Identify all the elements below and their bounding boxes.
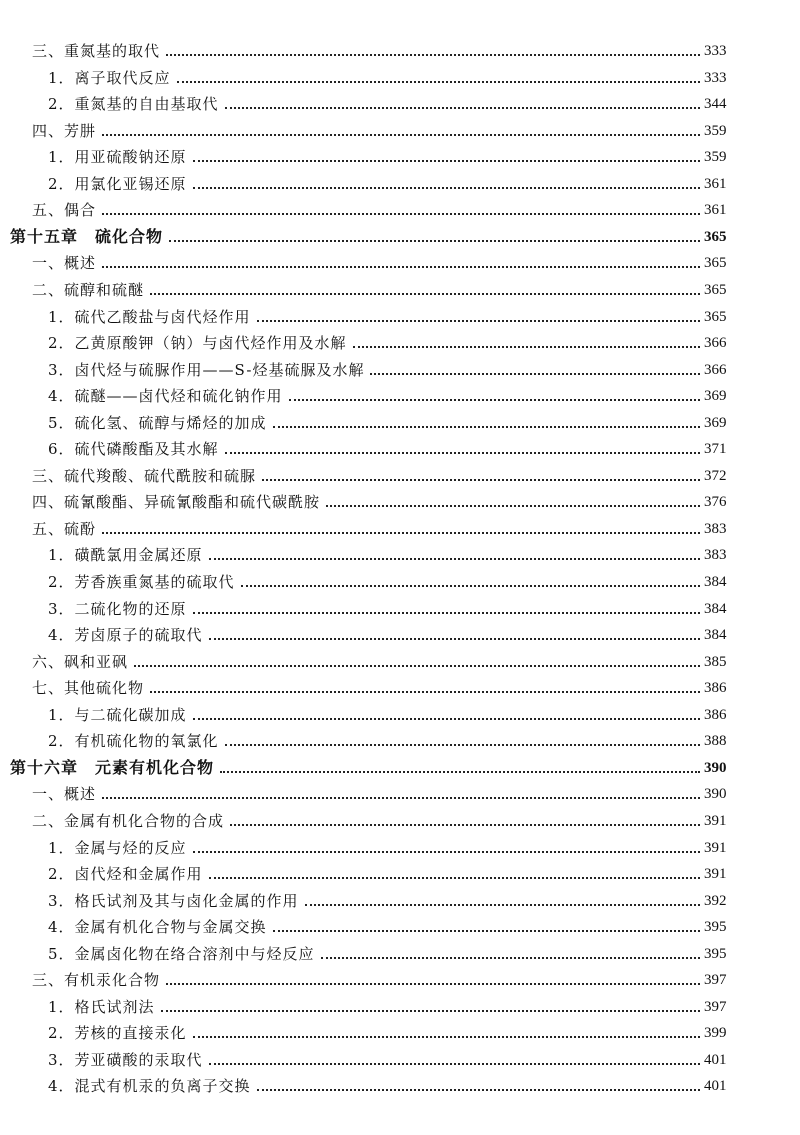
dot-leader: [225, 107, 700, 109]
toc-entry-title: 五、偶合: [32, 201, 97, 220]
toc-entry-title: 2．重氮基的自由基取代: [48, 95, 219, 114]
toc-entry: [0, 963, 800, 989]
dot-leader: [241, 585, 700, 587]
dot-leader: [289, 399, 700, 401]
toc-entry-title: 6．硫代磷酸酯及其水解: [48, 440, 219, 459]
dot-leader: [166, 983, 700, 985]
toc-entry: [0, 857, 800, 883]
dot-leader: [230, 824, 700, 826]
dot-leader: [370, 373, 700, 375]
toc-entry-page: 333: [704, 69, 727, 86]
toc-entry-page: 401: [704, 1078, 727, 1095]
toc-entry-title: 1．硫代乙酸盐与卤代烃作用: [48, 307, 251, 326]
toc-entry: [0, 618, 800, 644]
toc-entry: [0, 300, 800, 326]
dot-leader: [225, 744, 700, 746]
toc-entry-page: 388: [704, 733, 727, 750]
dot-leader: [209, 1063, 700, 1065]
toc-entry: [0, 273, 800, 299]
dot-leader: [193, 718, 700, 720]
toc-entry: [0, 34, 800, 60]
toc-entry: [0, 1016, 800, 1042]
toc-entry-title: 三、硫代羧酸、硫代酰胺和硫脲: [32, 466, 257, 485]
toc-entry: [0, 353, 800, 379]
toc-entry-title: 4．金属有机化合物与金属交换: [48, 918, 267, 937]
dot-leader: [102, 797, 700, 799]
dot-leader: [257, 1089, 700, 1091]
dot-leader: [193, 160, 700, 162]
toc-entry-title: 三、有机汞化合物: [32, 971, 161, 990]
toc-entry-title: 2．卤代烃和金属作用: [48, 865, 203, 884]
toc-entry: [0, 804, 800, 830]
toc-entry-title: 2．芳香族重氮基的硫取代: [48, 573, 235, 591]
dot-leader: [321, 957, 700, 959]
dot-leader: [326, 505, 700, 507]
toc-entry: [0, 724, 800, 750]
toc-entry-page: 361: [704, 175, 727, 192]
dot-leader: [166, 54, 700, 56]
toc-entry: [0, 512, 800, 538]
toc-entry-page: 386: [704, 680, 727, 697]
toc-entry-page: 366: [704, 335, 727, 352]
toc-entry: [0, 193, 800, 219]
toc-entry-page: 376: [704, 494, 727, 511]
toc-entry-title: 2．用氯化亚锡还原: [48, 174, 187, 193]
toc-entry: [0, 1043, 800, 1069]
toc-entry: [0, 1069, 800, 1095]
dot-leader: [102, 213, 700, 215]
toc-entry-page: 386: [704, 706, 727, 723]
toc-entry-title: 三、重氮基的取代: [32, 42, 161, 60]
toc-entry: [0, 884, 800, 910]
toc-entry-title: 4．硫醚——卤代烃和硫化钠作用: [48, 387, 283, 406]
toc-entry-page: 384: [704, 627, 727, 644]
toc-entry: [0, 87, 800, 113]
toc-entry: [0, 485, 800, 511]
toc-entry-page: 390: [704, 759, 727, 776]
toc-entry-title: 第十六章 元素有机化合物: [10, 757, 215, 777]
toc-entry: [0, 990, 800, 1016]
toc-entry: [0, 140, 800, 166]
toc-entry-title: 3．格氏试剂及其与卤化金属的作用: [48, 891, 299, 910]
dot-leader: [305, 904, 700, 906]
toc-entry-title: 二、硫醇和硫醚: [32, 280, 145, 299]
toc-entry-page: 369: [704, 388, 727, 405]
toc-entry-page: 361: [704, 202, 727, 219]
dot-leader: [257, 320, 700, 322]
toc-entry-title: 七、其他硫化物: [32, 679, 145, 698]
dot-leader: [273, 930, 700, 932]
toc-entry-page: 365: [704, 228, 727, 245]
toc-entry-page: 397: [704, 972, 727, 989]
toc-entry-page: 333: [704, 43, 727, 59]
toc-entry-title: 六、砜和亚砜: [32, 652, 129, 671]
toc-entry-title: 5．金属卤化物在络合溶剂中与烃反应: [48, 944, 315, 963]
dot-leader: [150, 293, 700, 295]
dot-leader: [177, 81, 700, 83]
toc-entry-page: 344: [704, 96, 727, 113]
toc-entry-title: 1．格氏试剂法: [48, 997, 155, 1016]
dot-leader: [193, 1036, 700, 1038]
toc-entry-page: 395: [704, 945, 727, 962]
dot-leader: [209, 638, 700, 640]
toc-entry: [0, 910, 800, 936]
dot-leader: [102, 532, 700, 534]
toc-entry-title: 1．金属与烃的反应: [48, 838, 187, 857]
toc-entry-title: 3．卤代烃与硫脲作用——S-烃基硫脲及水解: [48, 360, 365, 379]
toc-entry-title: 2．芳核的直接汞化: [48, 1024, 187, 1043]
toc-entry: [0, 326, 800, 352]
dot-leader: [102, 134, 700, 136]
dot-leader: [193, 187, 700, 189]
toc-entry-title: 4．混式有机汞的负离子交换: [48, 1077, 251, 1096]
toc-entry-page: 385: [704, 653, 727, 670]
toc-entry: [0, 114, 800, 140]
toc-entry: [0, 698, 800, 724]
toc-entry: [0, 645, 800, 671]
toc-entry-page: 383: [704, 547, 727, 564]
toc-entry-page: 397: [704, 998, 727, 1015]
toc-entry-page: 369: [704, 414, 727, 431]
toc-entry-page: 383: [704, 520, 727, 537]
toc-entry-title: 四、硫氰酸酯、异硫氰酸酯和硫代碳酰胺: [32, 493, 321, 512]
toc-entry: [0, 671, 800, 697]
dot-leader: [220, 771, 700, 773]
toc-entry: [0, 246, 800, 272]
toc-entry-page: 384: [704, 574, 727, 590]
toc-entry-page: 359: [704, 122, 727, 139]
toc-chapter-entry: [0, 751, 800, 777]
toc-entry-page: 391: [704, 866, 727, 883]
toc-entry-title: 一、概述: [32, 785, 97, 804]
dot-leader: [262, 479, 700, 481]
dot-leader: [150, 691, 700, 693]
toc-entry-page: 365: [704, 255, 727, 272]
dot-leader: [193, 851, 700, 853]
dot-leader: [134, 665, 700, 667]
toc-entry-title: 五、硫酚: [32, 519, 97, 538]
toc-chapter-entry: [0, 220, 800, 246]
toc-entry-page: 366: [704, 361, 727, 378]
toc-entry-title: 四、芳肼: [32, 121, 97, 140]
toc-entry-title: 1．用亚硫酸钠还原: [48, 148, 187, 167]
dot-leader: [102, 266, 700, 268]
toc-entry: [0, 379, 800, 405]
toc-entry-page: 372: [704, 467, 727, 484]
toc-entry-title: 3．芳亚磺酸的汞取代: [48, 1050, 203, 1069]
dot-leader: [209, 558, 700, 560]
toc-entry: [0, 432, 800, 458]
toc-entry: [0, 61, 800, 87]
toc-entry-page: 384: [704, 600, 727, 617]
toc-entry-page: 365: [704, 281, 727, 298]
toc-entry-page: 392: [704, 892, 727, 909]
dot-leader: [225, 452, 700, 454]
toc-entry: [0, 831, 800, 857]
toc-entry-page: 359: [704, 149, 727, 166]
toc-entry-title: 1．磺酰氯用金属还原: [48, 546, 203, 565]
toc-entry-title: 1．与二硫化碳加成: [48, 705, 187, 724]
toc-entry-title: 3．二硫化物的还原: [48, 599, 187, 618]
toc-entry: [0, 406, 800, 432]
toc-entry-page: 390: [704, 786, 727, 803]
dot-leader: [161, 1010, 700, 1012]
toc-entry-title: 2．有机硫化物的氧氯化: [48, 732, 219, 751]
dot-leader: [353, 346, 700, 348]
toc-entry: [0, 937, 800, 963]
toc-entry-title: 一、概述: [32, 254, 97, 273]
toc-entry-title: 2．乙黄原酸钾（钠）与卤代烃作用及水解: [48, 334, 347, 353]
toc-entry: [0, 167, 800, 193]
toc-entry-title: 4．芳卤原子的硫取代: [48, 626, 203, 645]
dot-leader: [209, 877, 700, 879]
toc-entry: [0, 459, 800, 485]
toc-entry-page: 371: [704, 441, 727, 458]
toc-entry: [0, 592, 800, 618]
toc-entry-page: 365: [704, 308, 727, 325]
toc-entry: [0, 538, 800, 564]
dot-leader: [273, 426, 700, 428]
toc-entry-title: 1．离子取代反应: [48, 68, 171, 87]
toc-entry-page: 395: [704, 919, 727, 936]
toc-entry-page: 401: [704, 1051, 727, 1068]
dot-leader: [169, 240, 700, 242]
dot-leader: [193, 612, 700, 614]
toc-entry-title: 5．硫化氢、硫醇与烯烃的加成: [48, 413, 267, 432]
toc-entry-page: 399: [704, 1025, 727, 1042]
toc-entry: [0, 777, 800, 803]
toc-entry: [0, 565, 800, 591]
toc-entry-title: 二、金属有机化合物的合成: [32, 811, 225, 830]
toc-entry-title: 第十五章 硫化合物: [10, 226, 164, 246]
toc-entry-page: 391: [704, 812, 727, 829]
toc-entry-page: 391: [704, 839, 727, 856]
